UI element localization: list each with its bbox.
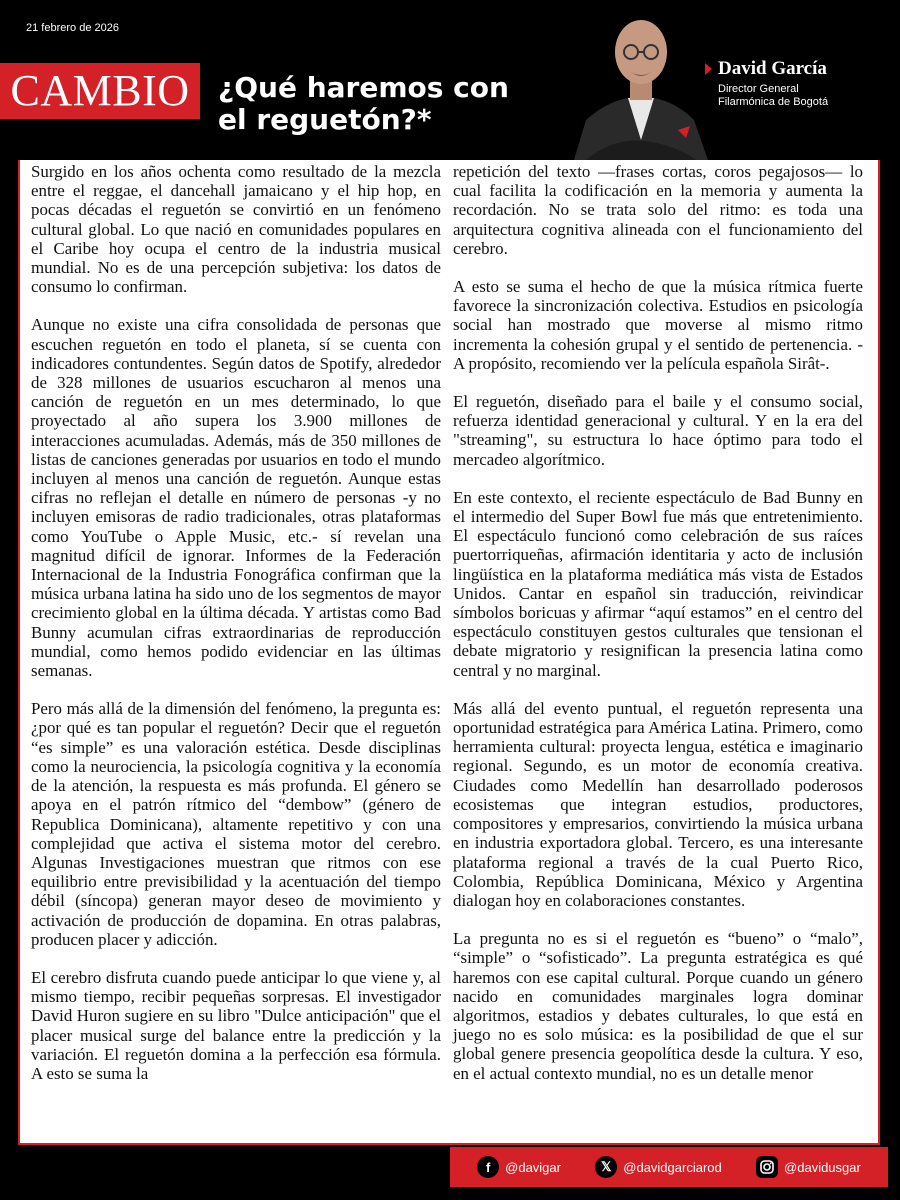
paragraph: repetición del texto —frases cortas, coros pegajosos— lo cual facilita la codificación en la memoria y aumenta la recordación. No se trata solo del ritmo: es toda una arquitectura cognitiva alineada con el funcionamiento del cerebro.	[453, 162, 863, 258]
facebook-link[interactable]	[477, 1156, 561, 1178]
instagram-link[interactable]	[756, 1156, 861, 1178]
paragraph: En este contexto, el reciente espectáculo de Bad Bunny en el intermedio del Super Bowl fue más que entretenimiento. El espectáculo funcionó como celebración de sus raíces puertorriqueñas, afirmación identitaria y acto de inclusión lingüística en la plataforma mediática más vista de Estados Unidos. Cantar en español sin traducción, reivindicar símbolos boricuas y afirmar “aquí estamos” en el centro del espectáculo constituyen gestos culturales que tensionan el debate migratorio y resignifican la presencia latina como central y no marginal.	[453, 487, 863, 680]
instagram-handle: @davidusgar	[784, 1159, 861, 1175]
author-role-line: Filarmónica de Bogotá	[718, 96, 829, 108]
author-role	[718, 83, 828, 109]
publish-date: 21 febrero de 2026	[26, 22, 119, 34]
paragraph: La pregunta no es si el reguetón es “bueno” o “malo”, “simple” o “sofisticado”. La pregunta estratégica es qué haremos con ese capital cultural. Porque cuando un género nacido en comunidades marginales logra dominar algoritmos, estadios y debates culturales, lo que está en juego no es solo música: es la posibilidad de que el sur global genere presencia geopolítica desde la cultura. Y eso, en el actual contexto mundial, no es un detalle menor	[453, 929, 863, 1083]
social-footer	[450, 1147, 888, 1187]
facebook-icon: f	[477, 1156, 499, 1178]
article-column-left	[31, 162, 441, 1083]
play-arrow-icon	[705, 63, 712, 75]
header	[0, 0, 900, 160]
x-icon: 𝕏	[595, 1156, 617, 1178]
facebook-handle: @davigar	[505, 1159, 561, 1175]
paragraph: Pero más allá de la dimensión del fenómeno, la pregunta es: ¿por qué es tan popular el reguetón? Decir que el reguetón “es simple” es una valoración estética. Desde disciplinas como la neurociencia, la psicología cognitiva y la economía de la atención, la respuesta es más profunda. El género se apoya en el patrón rítmico del “dembow” (género de Republica Dominicana), altamente repetitivo y con una complejidad que activa el sistema motor del cerebro. Algunas Investigaciones muestran que ritmos con ese equilibrio entre previsibilidad y la acentuación del tiempo débil (síncopa) generan mayor deseo de movimiento y activación de producción de dopamina. En otras palabras, producen placer y adicción.	[31, 699, 441, 949]
x-link[interactable]	[595, 1156, 721, 1178]
paragraph: El reguetón, diseñado para el baile y el consumo social, refuerza identidad generacional y cultural. Y en la era del "streaming", su estructura lo hace óptimo para todo el mercadeo algorítmico.	[453, 392, 863, 469]
author-photo	[566, 10, 716, 160]
paragraph: Más allá del evento puntual, el reguetón representa una oportunidad estratégica para América Latina. Primero, como herramienta cultural: proyecta lengua, estética e imaginario regional. Segundo, es un motor de economía creativa. Ciudades como Medellín han desarrollado poderosos ecosistemas que integran estudios, productores, compositores y empresarios, convirtiendo la música urbana en industria exportadora global. Tercero, es una interesante plataforma regional a través de la cual Puerto Rico, Colombia, República Dominicana, México y Argentina dialogan hoy en colaboraciones constantes.	[453, 698, 863, 910]
paragraph: El cerebro disfruta cuando puede anticipar lo que viene y, al mismo tiempo, recibir pequeñas sorpresas. El investigador David Huron sugiere en su libro "Dulce anticipación" que el placer musical surge del balance entre la predicción y la variación. El reguetón domina a la perfección esa fórmula. A esto se suma la	[31, 967, 441, 1083]
article-body	[18, 160, 880, 1145]
paragraph: Surgido en los años ochenta como resultado de la mezcla entre el reggae, el dancehall jamaicano y el hip hop, en pocas décadas el reguetón se convirtió en un fenómeno cultural global. Lo que nació en comunidades populares en el Caribe hoy ocupa el centro de la industria musical mundial. No es de una percepción subjetiva: los datos de consumo lo confirman.	[31, 162, 441, 297]
author-block	[705, 58, 828, 109]
brand-logo: CAMBIO	[0, 63, 200, 119]
paragraph: Aunque no existe una cifra consolidada de personas que escuchen reguetón en todo el planeta, sí se cuenta con indicadores contundentes. Según datos de Spotify, alrededor de 328 millones de usuarios escucharon al menos una canción de reguetón en un mes determinado, lo que proyectado al año supera los 3.900 millones de interacciones acumuladas. Además, más de 350 millones de listas de canciones generadas por usuarios en todo el mundo incluyen al menos una canción de reguetón. Aunque estas cifras no reflejan el detalle en número de personas -y no incluyen emisoras de radio tradicionales, otras plataformas como YouTube o Apple Music, etc.- sí revelan una magnitud difícil de ignorar. Informes de la Federación Internacional de la Industria Fonográfica confirman que la música urbana latina ha sido uno de los segmentos de mayor crecimiento global en la última década. Y artistas como Bad Bunny acumulan cifras extraordinarias de reproducción mundial, como hemos podido evidenciar en las últimas semanas.	[31, 315, 441, 681]
article-title: ¿Qué haremos con el reguetón?*	[218, 71, 509, 136]
author-role-line: Director General	[718, 83, 799, 95]
instagram-icon	[756, 1156, 778, 1178]
paragraph: A esto se suma el hecho de que la música rítmica fuerte favorece la sincronización colectiva. Estudios en psicología social han mostrado que moverse al mismo ritmo incrementa la cohesión grupal y el sentido de pertenencia. -A propósito, recomiendo ver la película española Sirât-.	[453, 277, 863, 373]
article-column-right	[453, 162, 863, 1083]
x-handle: @davidgarciarod	[623, 1159, 722, 1175]
author-name: David García	[718, 58, 827, 79]
